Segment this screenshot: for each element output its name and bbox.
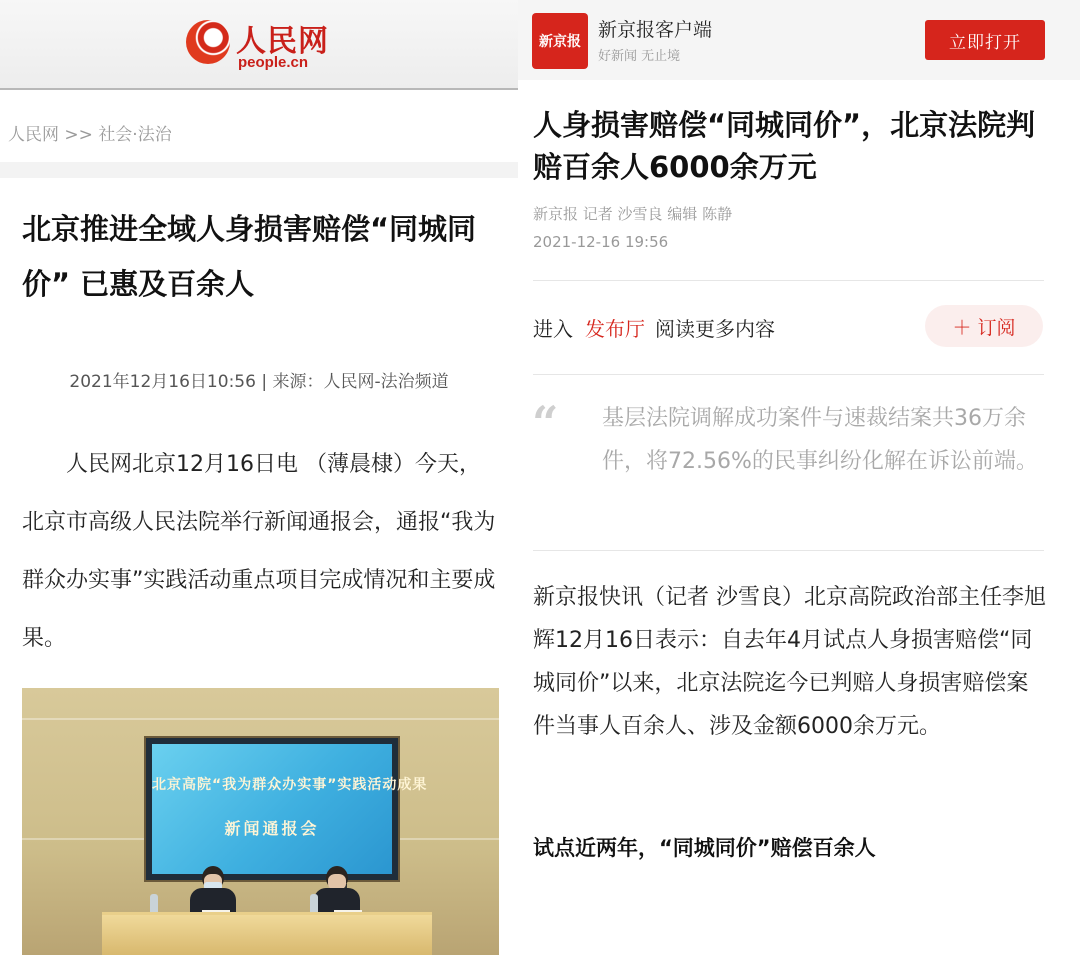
bjnews-screenshot bbox=[518, 0, 1080, 955]
open-app-button[interactable]: 立即打开 bbox=[925, 20, 1045, 60]
article-body: 人民网北京12月16日电 （薄晨棣）今天，北京市高级人民法院举行新闻通报会，通报“我为群众办实事”实践活动重点项目完成情况和主要成果。 bbox=[22, 452, 496, 651]
breadcrumb-section-link[interactable]: 社会·法治 bbox=[98, 125, 172, 145]
article-subheading: 试点近两年，“同城同价”赔偿百余人 bbox=[533, 836, 876, 860]
app-name: 新京报客户端 bbox=[598, 19, 713, 41]
presentation-screen bbox=[146, 738, 428, 880]
article-meta: 2021年12月16日10:56 | 来源：人民网-法治频道 bbox=[69, 372, 449, 392]
breadcrumb-separator: >> bbox=[64, 125, 93, 145]
people-cn-logo-icon bbox=[186, 20, 230, 64]
divider bbox=[533, 280, 1044, 281]
divider bbox=[533, 550, 1044, 551]
article-body: 新京报快讯（记者 沙雪良）北京高院政治部主任李旭辉12月16日表示：自去年4月试点人身损害赔偿“同城同价”以来，北京法院迄今已判赔人身损害赔偿案件当事人百余人、涉及金额6000余万元。 bbox=[533, 585, 1046, 739]
article-title: 人身损害赔偿“同城同价”，北京法院判赔百余人6000余万元 bbox=[533, 108, 1036, 184]
logo-chinese-text: 人民网 bbox=[236, 24, 329, 59]
article-byline: 新京报 记者 沙雪良 编辑 陈静 bbox=[533, 205, 733, 223]
app-slogan: 好新闻 无止境 bbox=[598, 49, 681, 64]
bjnews-app-icon: 新京报 bbox=[532, 13, 588, 69]
wall-panel-line bbox=[22, 718, 499, 720]
quote-mark-icon: “ bbox=[532, 396, 559, 450]
conference-table bbox=[102, 912, 432, 955]
screen-caption-line2: 新闻通报会 bbox=[224, 819, 320, 838]
people-cn-screenshot bbox=[0, 0, 518, 955]
screen-caption-line1: 北京高院“我为群众办实事”实践活动成果 bbox=[152, 777, 428, 793]
channel-more-label: 阅读更多内容 bbox=[655, 317, 775, 341]
divider bbox=[533, 374, 1044, 375]
breadcrumb-site-link[interactable]: 人民网 bbox=[8, 125, 59, 145]
channel-hall-link[interactable]: 发布厅 bbox=[585, 317, 645, 341]
article-title: 北京推进全域人身损害赔偿“同城同价” 已惠及百余人 bbox=[22, 212, 477, 301]
channel-enter-label: 进入 bbox=[533, 317, 573, 341]
subscribe-button[interactable]: ＋ 订阅 bbox=[925, 305, 1043, 347]
press-conference-photo bbox=[22, 688, 499, 955]
people-cn-header bbox=[0, 0, 518, 90]
section-divider bbox=[0, 162, 518, 178]
app-banner bbox=[518, 0, 1080, 80]
logo-english-text: people.cn bbox=[238, 54, 309, 71]
pull-quote: 基层法院调解成功案件与速裁结案共36万余件，将72.56%的民事纠纷化解在诉讼前端。 bbox=[602, 406, 1038, 474]
breadcrumb bbox=[8, 120, 172, 145]
people-cn-logo[interactable] bbox=[186, 14, 346, 76]
channel-entry[interactable] bbox=[533, 313, 775, 342]
article-date: 2021-12-16 19:56 bbox=[533, 233, 669, 251]
